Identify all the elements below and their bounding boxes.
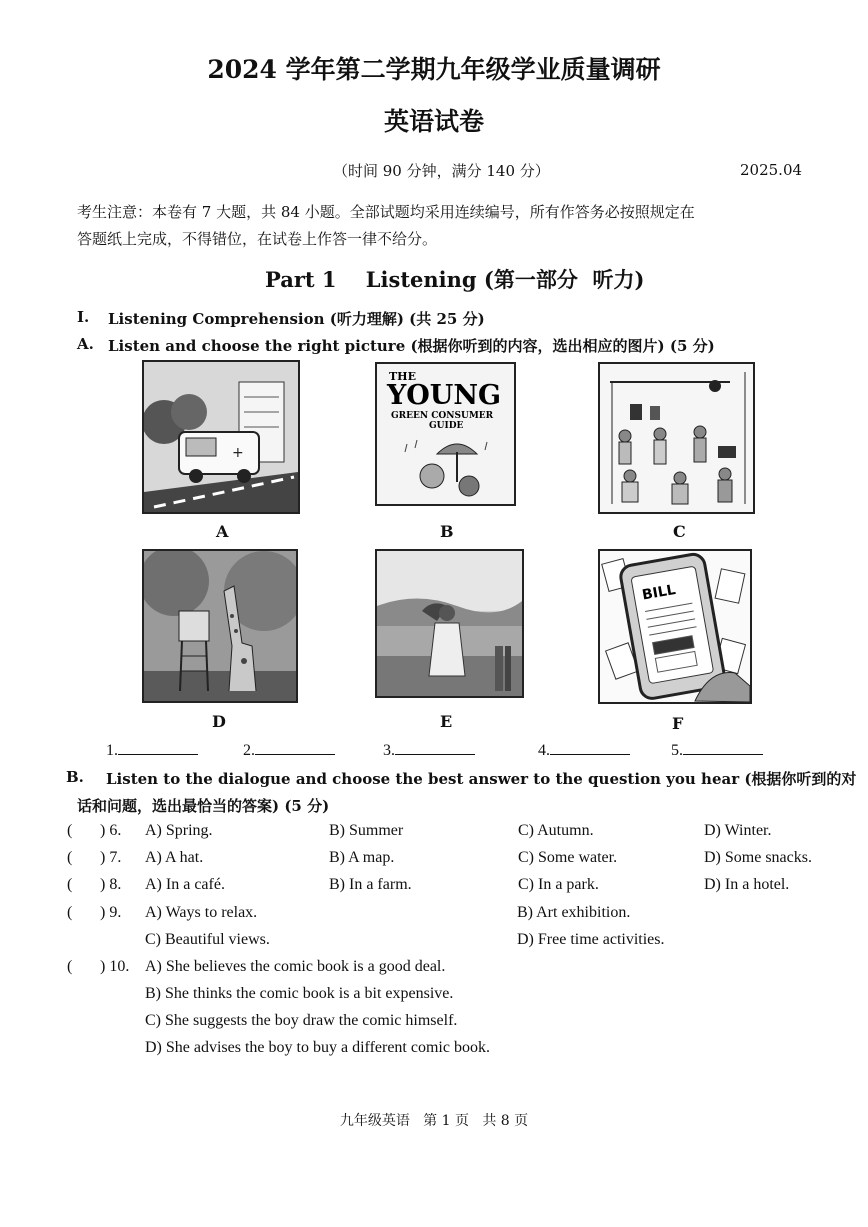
answer-blank-1[interactable]: 1. [106, 740, 198, 760]
q8-number: ) 8. [100, 876, 122, 893]
q9-option-b[interactable]: B) Art exhibition. [517, 904, 631, 921]
q10-paren[interactable]: ( [67, 958, 73, 975]
section-b-heading-1: Listen to the dialogue and choose the best answer to the question you hear (根据你听到的对 [106, 770, 857, 788]
section-a-heading: Listen and choose the right picture (根据你听到的内容，选出相应的图片) (5 分) [108, 337, 715, 355]
book-text-the: THE [389, 370, 416, 383]
picture-e [375, 549, 524, 698]
picture-e-label: E [440, 712, 453, 731]
q7-option-b[interactable]: B) A map. [329, 849, 395, 866]
film-set-icon [600, 364, 753, 512]
notice-line-2: 答题纸上完成，不得错位，在试卷上作答一律不给分。 [77, 230, 438, 248]
section-b-heading-2: 话和问题，选出最恰当的答案) (5 分) [77, 797, 330, 815]
answer-blank-4[interactable]: 4. [538, 740, 630, 760]
section-i-heading: Listening Comprehension (听力理解) (共 25 分) [108, 310, 485, 328]
q8-option-c[interactable]: C) In a park. [518, 876, 599, 893]
exam-title: 2024 学年第二学期九年级学业质量调研 [207, 55, 661, 84]
part1-title: Part 1 Listening (第一部分 听力) [265, 267, 645, 292]
q6-paren[interactable]: ( [67, 822, 73, 839]
q9-number: ) 9. [100, 904, 122, 921]
girl-by-lake-icon [377, 551, 522, 696]
q7-option-a[interactable]: A) A hat. [145, 849, 204, 866]
exam-subtitle: 英语试卷 [383, 107, 484, 136]
q10-option-c[interactable]: C) She suggests the boy draw the comic himself. [145, 1012, 458, 1029]
q8-option-b[interactable]: B) In a farm. [329, 876, 412, 893]
answer-blank-2[interactable]: 2. [243, 740, 335, 760]
phone-bill-icon [600, 551, 750, 702]
picture-f [598, 549, 752, 704]
q9-paren[interactable]: ( [67, 904, 73, 921]
q9-option-a[interactable]: A) Ways to relax. [145, 904, 258, 921]
picture-c-label: C [673, 522, 686, 541]
q8-paren[interactable]: ( [67, 876, 73, 893]
q9-option-c[interactable]: C) Beautiful views. [145, 931, 270, 948]
q7-number: ) 7. [100, 849, 122, 866]
picture-c [598, 362, 755, 514]
q6-option-d[interactable]: D) Winter. [704, 822, 772, 839]
q9-option-d[interactable]: D) Free time activities. [517, 931, 665, 948]
q6-option-b[interactable]: B) Summer [329, 822, 404, 839]
q7-paren[interactable]: ( [67, 849, 73, 866]
picture-a-label: A [216, 522, 229, 541]
q10-option-d[interactable]: D) She advises the boy to buy a different comic book. [145, 1039, 490, 1056]
q8-option-d[interactable]: D) In a hotel. [704, 876, 790, 893]
page-footer: 九年级英语 第 1 页 共 8 页 [339, 1113, 529, 1129]
answer-blank-5[interactable]: 5. [671, 740, 763, 760]
book-text-green: GREEN CONSUMER [391, 411, 494, 421]
picture-b [375, 362, 516, 506]
exam-date: 2025.04 [740, 161, 803, 179]
q6-number: ) 6. [100, 822, 122, 839]
book-text-guide: GUIDE [429, 421, 464, 431]
q7-option-c[interactable]: C) Some water. [518, 849, 618, 866]
picture-d [142, 549, 298, 703]
q6-option-a[interactable]: A) Spring. [145, 822, 213, 839]
book-cover-icon [377, 364, 514, 504]
q10-number: ) 10. [100, 958, 130, 975]
giraffe-icon [144, 551, 296, 701]
ambulance-icon [144, 362, 298, 512]
bill-text: BILL [640, 581, 677, 604]
picture-d-label: D [212, 712, 226, 731]
section-i-number: I. [77, 308, 90, 326]
section-a-number: A. [77, 335, 94, 353]
notice-line-1: 考生注意：本卷有 7 大题，共 84 小题。全部试题均采用连续编号，所有作答务必按照规定在 [77, 203, 695, 221]
q10-option-b[interactable]: B) She thinks the comic book is a bit expensive. [145, 985, 454, 1002]
section-b-number: B. [66, 768, 84, 786]
answer-blank-3[interactable]: 3. [383, 740, 475, 760]
q8-option-a[interactable]: A) In a café. [145, 876, 225, 893]
q7-option-d[interactable]: D) Some snacks. [704, 849, 812, 866]
q6-option-c[interactable]: C) Autumn. [518, 822, 594, 839]
svg-text:+: + [232, 445, 244, 461]
q10-option-a[interactable]: A) She believes the comic book is a good deal. [145, 958, 446, 975]
picture-b-label: B [440, 522, 454, 541]
picture-a [142, 360, 300, 514]
picture-f-label: F [672, 714, 684, 733]
book-text-young: YOUNG [387, 380, 502, 411]
time-info: （时间 90 分钟，满分 140 分） [333, 162, 550, 180]
